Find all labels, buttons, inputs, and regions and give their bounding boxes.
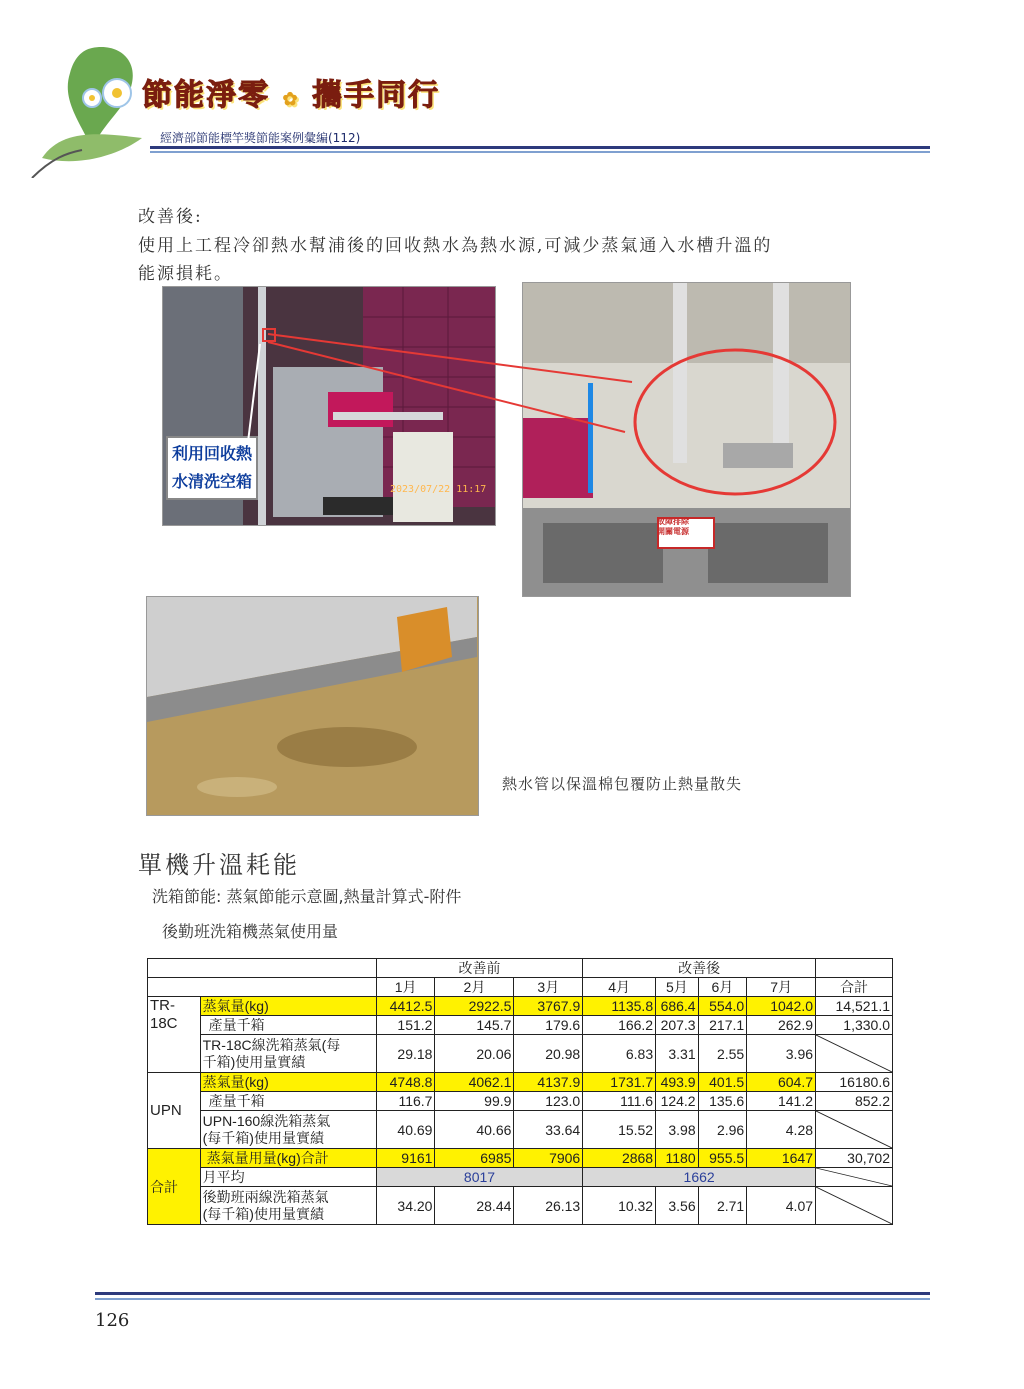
highlight-annotation	[160, 282, 860, 522]
cell: 604.7	[747, 1073, 816, 1092]
highlight-line-top	[268, 334, 632, 382]
row-label	[200, 1035, 376, 1073]
cell: 26.13	[514, 1187, 583, 1225]
cell: 33.64	[514, 1111, 583, 1149]
cell-diagonal	[816, 1111, 893, 1149]
cell-total: 30,702	[816, 1149, 893, 1168]
highlight-ellipse	[635, 350, 835, 494]
avg-after: 1662	[583, 1168, 816, 1187]
cell: 166.2	[583, 1016, 656, 1035]
cell: 6.83	[583, 1035, 656, 1073]
cell: 4062.1	[435, 1073, 514, 1092]
cell: 4137.9	[514, 1073, 583, 1092]
cell: 2.55	[698, 1035, 747, 1073]
brand-right: 攜手同行	[312, 78, 440, 113]
callout-pointer	[248, 344, 260, 442]
table-row	[148, 1187, 893, 1225]
group-total: 合計	[148, 1149, 201, 1225]
header-rule	[150, 146, 930, 149]
cell: 3.96	[747, 1035, 816, 1073]
row-label: 蒸氣量(kg)	[200, 1073, 376, 1092]
row-label-line: (每千箱)使用量實績	[202, 1205, 324, 1222]
cell: 3.56	[656, 1187, 699, 1225]
cell: 1731.7	[583, 1073, 656, 1092]
row-label: 月平均	[200, 1168, 376, 1187]
photo1-timestamp: 2023/07/22 11:17	[390, 484, 487, 495]
row-label: 蒸氣量用量(kg)合計	[200, 1149, 376, 1168]
photo3-caption: 熱水管以保溫棉包覆防止熱量散失	[502, 775, 743, 793]
brand-title: 節能淨零 ✿ 攜手同行	[142, 78, 440, 113]
header-after: 改善後	[583, 959, 816, 978]
cell: 3.31	[656, 1035, 699, 1073]
cell: 3.98	[656, 1111, 699, 1149]
cell-diagonal	[816, 1168, 893, 1187]
photo2-sign-line1: 故障排除	[657, 517, 689, 526]
page-number: 126	[95, 1310, 130, 1331]
row-label-line: UPN-160線洗箱蒸氣	[202, 1112, 331, 1129]
steam-usage-table	[147, 958, 893, 1225]
header-month: 4月	[583, 978, 656, 997]
row-label	[200, 1187, 376, 1225]
cell-total: 1,330.0	[816, 1016, 893, 1035]
cell: 4412.5	[376, 997, 435, 1016]
cell: 20.98	[514, 1035, 583, 1073]
cell-total: 852.2	[816, 1092, 893, 1111]
cell: 15.52	[583, 1111, 656, 1149]
cell: 686.4	[656, 997, 699, 1016]
cell: 40.69	[376, 1111, 435, 1149]
cell: 1135.8	[583, 997, 656, 1016]
cell: 1042.0	[747, 997, 816, 1016]
cell: 28.44	[435, 1187, 514, 1225]
table-row	[148, 1035, 893, 1073]
cell: 7906	[514, 1149, 583, 1168]
cell-total: 16180.6	[816, 1073, 893, 1092]
cell: 10.32	[583, 1187, 656, 1225]
photo1-callout-line1: 利用回收熱	[172, 444, 253, 463]
group-upn: UPN	[148, 1073, 201, 1149]
cell: 99.9	[435, 1092, 514, 1111]
cell: 135.6	[698, 1092, 747, 1111]
cell: 123.0	[514, 1092, 583, 1111]
cell: 179.6	[514, 1016, 583, 1035]
cell: 4748.8	[376, 1073, 435, 1092]
cell: 141.2	[747, 1092, 816, 1111]
photo2-sign-line2: 開關電源	[657, 527, 689, 536]
cell: 3767.9	[514, 997, 583, 1016]
intro-line-2: 能源損耗。	[138, 264, 233, 284]
header-month: 1月	[376, 978, 435, 997]
cell: 2.96	[698, 1111, 747, 1149]
cell: 2922.5	[435, 997, 514, 1016]
highlight-line-bottom	[268, 342, 625, 432]
cell: 124.2	[656, 1092, 699, 1111]
table-row	[148, 1168, 893, 1187]
cell: 2868	[583, 1149, 656, 1168]
cell: 554.0	[698, 997, 747, 1016]
row-label: 蒸氣量(kg)	[200, 997, 376, 1016]
header-month: 7月	[747, 978, 816, 997]
table-row	[148, 1073, 893, 1092]
cell: 20.06	[435, 1035, 514, 1073]
row-label-line: TR-18C線洗箱蒸氣(每	[202, 1036, 341, 1053]
cell: 493.9	[656, 1073, 699, 1092]
footer-rule-light	[95, 1298, 930, 1300]
photo-insulated-pipe-art	[147, 597, 478, 815]
table-row	[148, 1149, 893, 1168]
row-label-line: 後勤班兩線洗箱蒸氣	[202, 1188, 329, 1205]
cell-diagonal	[816, 1187, 893, 1225]
section-line-a: 洗箱節能: 蒸氣節能示意圖,熱量計算式-附件	[152, 887, 462, 906]
header-total: 合計	[816, 978, 893, 997]
row-label-line: (每千箱)使用量實績	[202, 1129, 324, 1146]
intro-heading: 改善後:	[138, 207, 203, 227]
row-label: 產量千箱	[200, 1016, 376, 1035]
cell: 217.1	[698, 1016, 747, 1035]
cell: 401.5	[698, 1073, 747, 1092]
group-tr18c: TR-18C	[148, 997, 201, 1073]
header-before: 改善前	[376, 959, 582, 978]
cell-total: 14,521.1	[816, 997, 893, 1016]
row-label: 產量千箱	[200, 1092, 376, 1111]
cell: 262.9	[747, 1016, 816, 1035]
row-label	[200, 1111, 376, 1149]
cell: 6985	[435, 1149, 514, 1168]
cell: 955.5	[698, 1149, 747, 1168]
table-corner-2	[148, 978, 377, 997]
cell: 207.3	[656, 1016, 699, 1035]
cell: 4.28	[747, 1111, 816, 1149]
cell: 2.71	[698, 1187, 747, 1225]
header-subtitle: 經濟部節能標竿獎節能案例彙編(112)	[160, 131, 361, 145]
brand-left: 節能淨零	[142, 78, 270, 113]
header-rule-light	[150, 151, 930, 153]
section-title: 單機升溫耗能	[138, 851, 300, 879]
footer-rule	[95, 1292, 930, 1295]
header-empty	[816, 959, 893, 978]
table-header-row-1	[148, 959, 893, 978]
cell: 111.6	[583, 1092, 656, 1111]
header-month: 5月	[656, 978, 699, 997]
table-corner	[148, 959, 377, 978]
photo1-callout-line2: 水清洗空箱	[172, 472, 253, 491]
photo-insulated-pipe	[146, 596, 479, 816]
avg-before: 8017	[376, 1168, 582, 1187]
table-row	[148, 1092, 893, 1111]
cell: 1647	[747, 1149, 816, 1168]
intro-line-1: 使用上工程冷卻熱水幫浦後的回收熱水為熱水源,可減少蒸氣通入水槽升溫的	[138, 236, 773, 256]
header-month: 6月	[698, 978, 747, 997]
cell: 9161	[376, 1149, 435, 1168]
table-header-row-2	[148, 978, 893, 997]
table-row	[148, 1016, 893, 1035]
cell: 40.66	[435, 1111, 514, 1149]
row-label-line: 千箱)使用量實績	[202, 1053, 306, 1070]
cell: 151.2	[376, 1016, 435, 1035]
cell: 34.20	[376, 1187, 435, 1225]
cell: 4.07	[747, 1187, 816, 1225]
cell-diagonal	[816, 1035, 893, 1073]
cell: 116.7	[376, 1092, 435, 1111]
cell: 29.18	[376, 1035, 435, 1073]
cell: 145.7	[435, 1016, 514, 1035]
table-row	[148, 1111, 893, 1149]
section-line-b: 後勤班洗箱機蒸氣使用量	[162, 922, 339, 941]
table-row	[148, 997, 893, 1016]
header-month: 2月	[435, 978, 514, 997]
header-month: 3月	[514, 978, 583, 997]
cell: 1180	[656, 1149, 699, 1168]
